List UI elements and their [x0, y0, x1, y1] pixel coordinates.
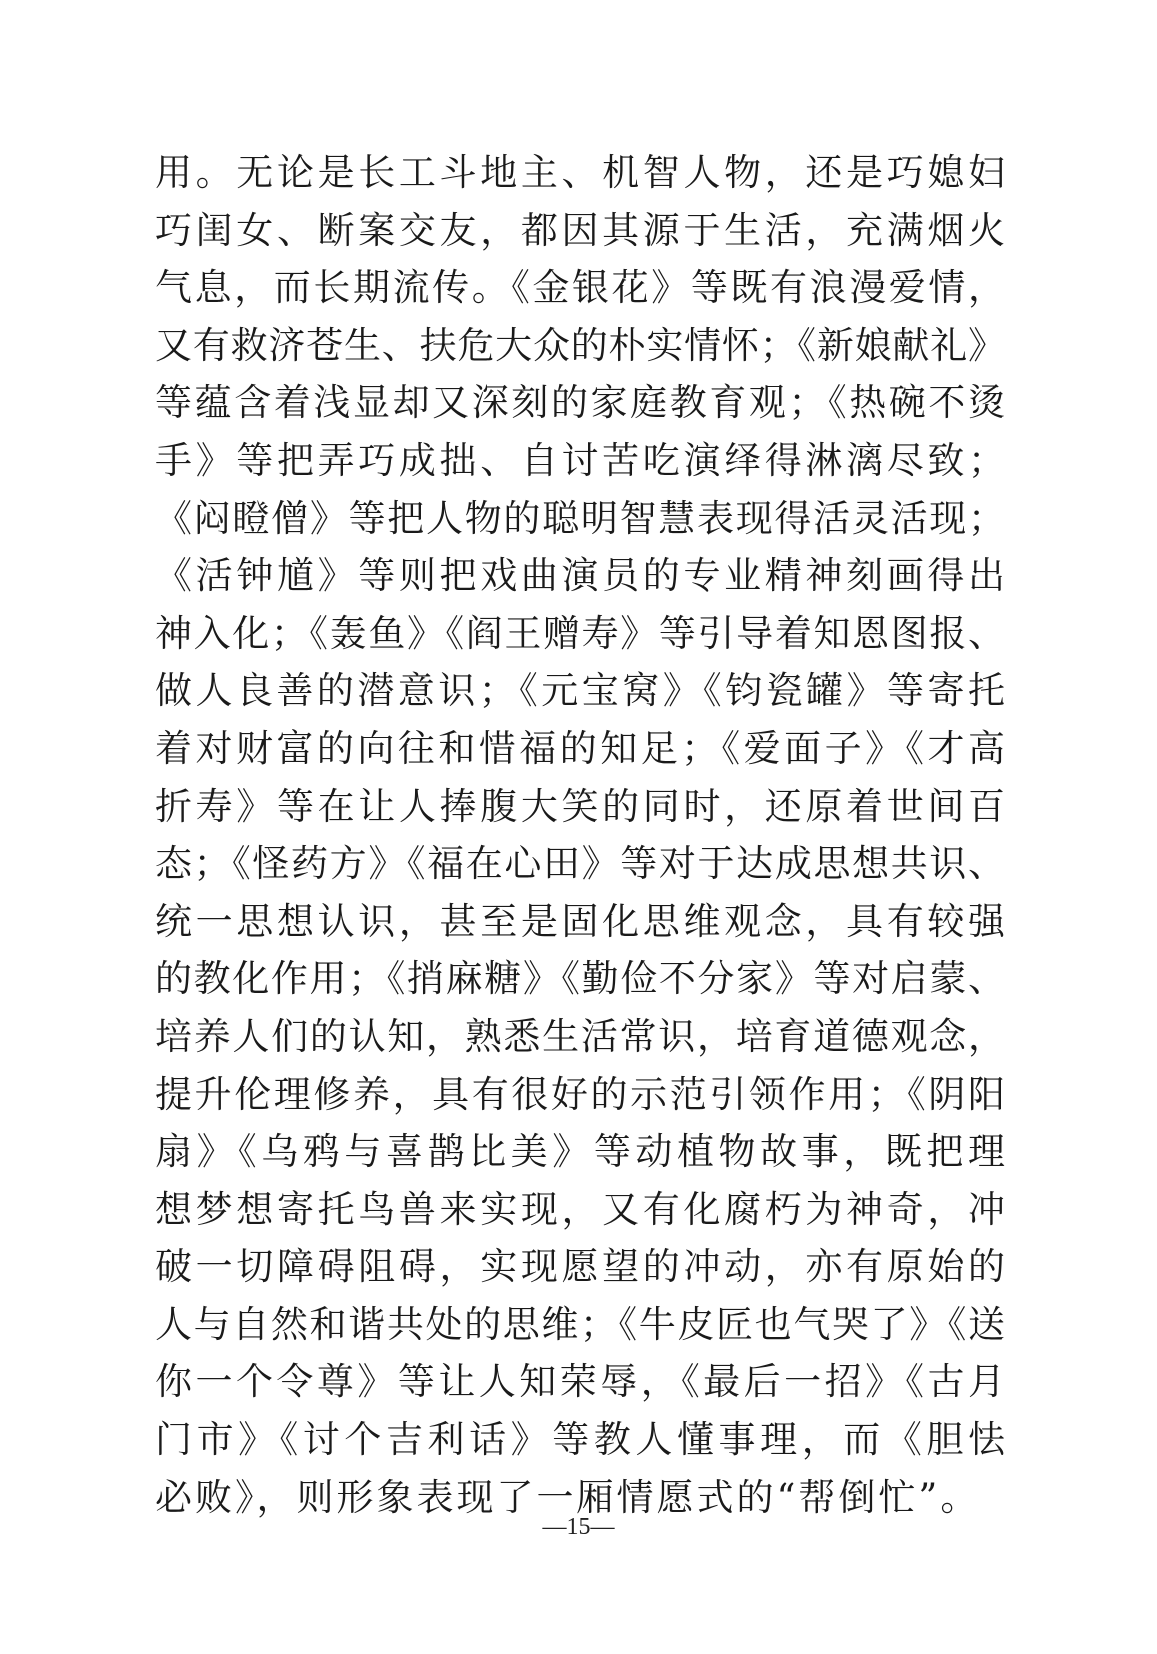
text-line: 门市》《讨个吉利话》等教人懂事理，而《胆怯: [155, 1418, 1005, 1462]
text-line: 神入化；《轰鱼》《阎王赠寿》等引导着知恩图报、: [155, 611, 1005, 655]
text-line: 想梦想寄托鸟兽来实现，又有化腐朽为神奇，冲: [155, 1187, 1005, 1231]
text-line: 用。无论是长工斗地主、机智人物，还是巧媳妇: [155, 151, 1005, 194]
text-line: 又有救济苍生、扶危大众的朴实情怀；《新娘献礼》: [155, 323, 1005, 367]
text-line: 统一思想认识，甚至是固化思维观念，具有较强: [155, 899, 1005, 943]
text-line: 《闷瞪僧》等把人物的聪明智慧表现得活灵活现；: [155, 496, 1005, 540]
text-line: 扇》《乌鸦与喜鹊比美》等动植物故事，既把理: [155, 1130, 1005, 1174]
text-line: 的教化作用；《捎麻糖》《勤俭不分家》等对启蒙、: [155, 957, 1005, 1001]
text-line: 人与自然和谐共处的思维；《牛皮匠也气哭了》《送: [155, 1302, 1005, 1346]
text-line: 气息，而长期流传。《金银花》等既有浪漫爱情，: [155, 266, 1005, 310]
text-line: 着对财富的向往和惜福的知足；《爱面子》《才高: [155, 726, 1005, 770]
text-line: 巧闺女、断案交友，都因其源于生活，充满烟火: [155, 208, 1005, 252]
text-line: 态；《怪药方》《福在心田》等对于达成思想共识、: [155, 842, 1005, 886]
text-line-last: 必败》，则形象表现了一厢情愿式的“帮倒忙”。: [155, 1475, 981, 1519]
text-line: 折寿》等在让人捧腹大笑的同时，还原着世间百: [155, 784, 1005, 828]
text-line: 你一个令尊》等让人知荣辱，《最后一招》《古月: [155, 1360, 1005, 1404]
page-number: —15—: [542, 1514, 615, 1540]
text-line: 提升伦理修养，具有很好的示范引领作用；《阴阳: [155, 1072, 1005, 1116]
text-line: 手》等把弄巧成拙、自讨苦吃演绎得淋漓尽致；: [155, 438, 1005, 482]
text-line: 破一切障碍阻碍，实现愿望的冲动，亦有原始的: [155, 1245, 1005, 1289]
text-line: 做人良善的潜意识；《元宝窝》《钧瓷罐》等寄托: [155, 669, 1005, 713]
text-line: 培养人们的认知，熟悉生活常识，培育道德观念，: [155, 1014, 1005, 1058]
text-line: 等蕴含着浅显却又深刻的家庭教育观；《热碗不烫: [155, 381, 1005, 425]
text-line: 《活钟馗》等则把戏曲演员的专业精神刻画得出: [155, 554, 1005, 598]
body-paragraph: [155, 144, 1005, 1526]
